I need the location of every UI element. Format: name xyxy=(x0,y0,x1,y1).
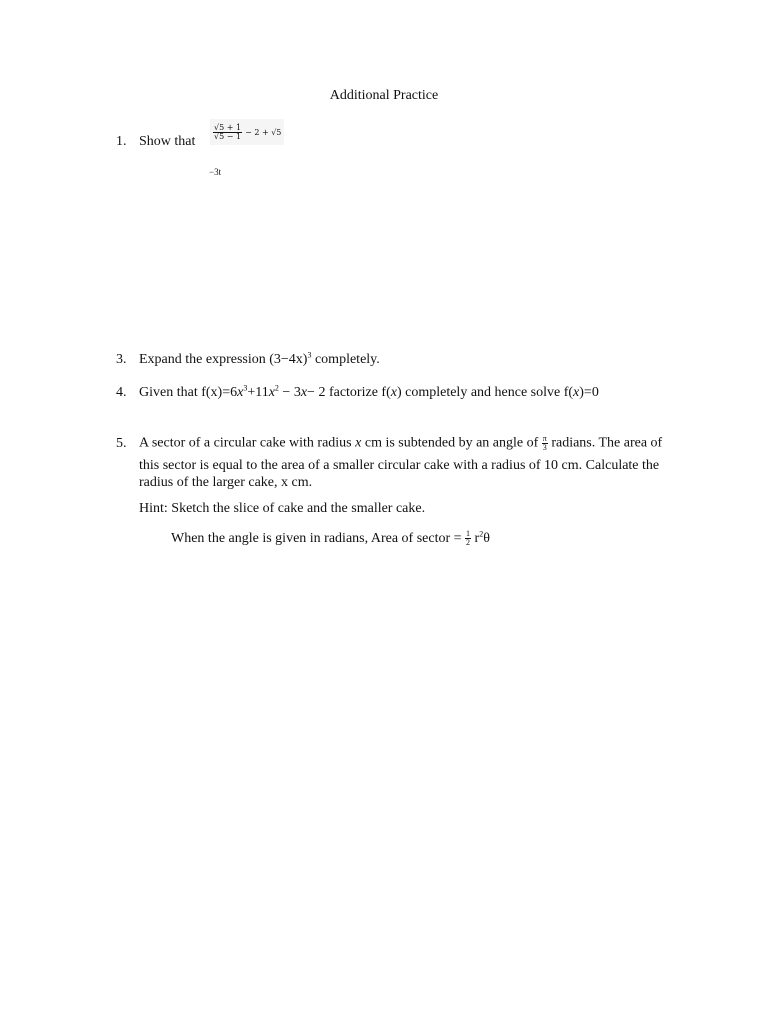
question-text-end: completely. xyxy=(311,352,380,367)
fraction-numerator: π xyxy=(542,434,547,443)
question-text: − 2 factorize f( xyxy=(307,385,391,400)
equation-rhs: − 2 + √5 xyxy=(245,127,282,137)
fraction-denominator: √5 − 1 xyxy=(214,131,242,141)
exponent: 2 xyxy=(274,383,279,393)
variable-x: x xyxy=(573,385,580,400)
question-4 xyxy=(116,385,599,401)
hint-formula xyxy=(171,530,711,548)
fraction-denominator: 3 xyxy=(542,443,547,452)
question-number: 5. xyxy=(116,435,127,451)
question-5-line-2: this sector is equal to the area of a smaller circular cake with a radius of 10 cm. Calculate the xyxy=(139,458,660,473)
question-text: Given that f(x)=6 xyxy=(139,385,238,400)
formula-text: r xyxy=(471,531,480,546)
fraction xyxy=(213,124,242,141)
equation-image xyxy=(210,119,284,145)
variable-x: x xyxy=(237,385,244,400)
fraction-numerator: 1 xyxy=(466,529,471,539)
question-number: 3. xyxy=(116,352,127,367)
question-text: − 3 xyxy=(278,385,301,400)
question-5-line-3: radius of the larger cake, x cm. xyxy=(139,475,313,490)
formula-text: When the angle is given in radians, Area of sector = xyxy=(171,531,466,546)
question-number: 4. xyxy=(116,385,127,400)
hint-text: Hint: Sketch the slice of cake and the smaller cake. xyxy=(139,501,426,516)
question-text: radians. The area of xyxy=(547,435,663,451)
question-text: )=0 xyxy=(579,385,599,400)
question-text: cm is subtended by an angle of xyxy=(361,435,542,451)
question-text: Show that xyxy=(139,134,196,149)
fraction-denominator: 2 xyxy=(466,538,471,548)
question-3 xyxy=(116,352,380,368)
fraction-numerator: √5 + 1 xyxy=(214,122,242,132)
exponent: 2 xyxy=(479,529,484,539)
question-number: 1. xyxy=(116,134,127,149)
question-text: ) completely and hence solve f( xyxy=(396,385,574,400)
variable-x: x xyxy=(355,435,362,451)
question-5 xyxy=(116,435,662,452)
exponent: 3 xyxy=(243,383,248,393)
stray-text: −3t xyxy=(209,167,222,177)
formula-text: θ xyxy=(483,531,490,546)
exponent: 3 xyxy=(307,350,312,360)
variable-x: x xyxy=(300,385,308,400)
question-text: A sector of a circular cake with radius xyxy=(139,435,356,451)
question-1 xyxy=(116,134,195,150)
question-text: +11 xyxy=(247,385,269,400)
variable-x: x xyxy=(268,385,275,400)
question-text: Expand the expression (3−4x) xyxy=(139,352,308,367)
variable-x: x xyxy=(390,385,397,400)
page-title: Additional Practice xyxy=(329,88,439,103)
